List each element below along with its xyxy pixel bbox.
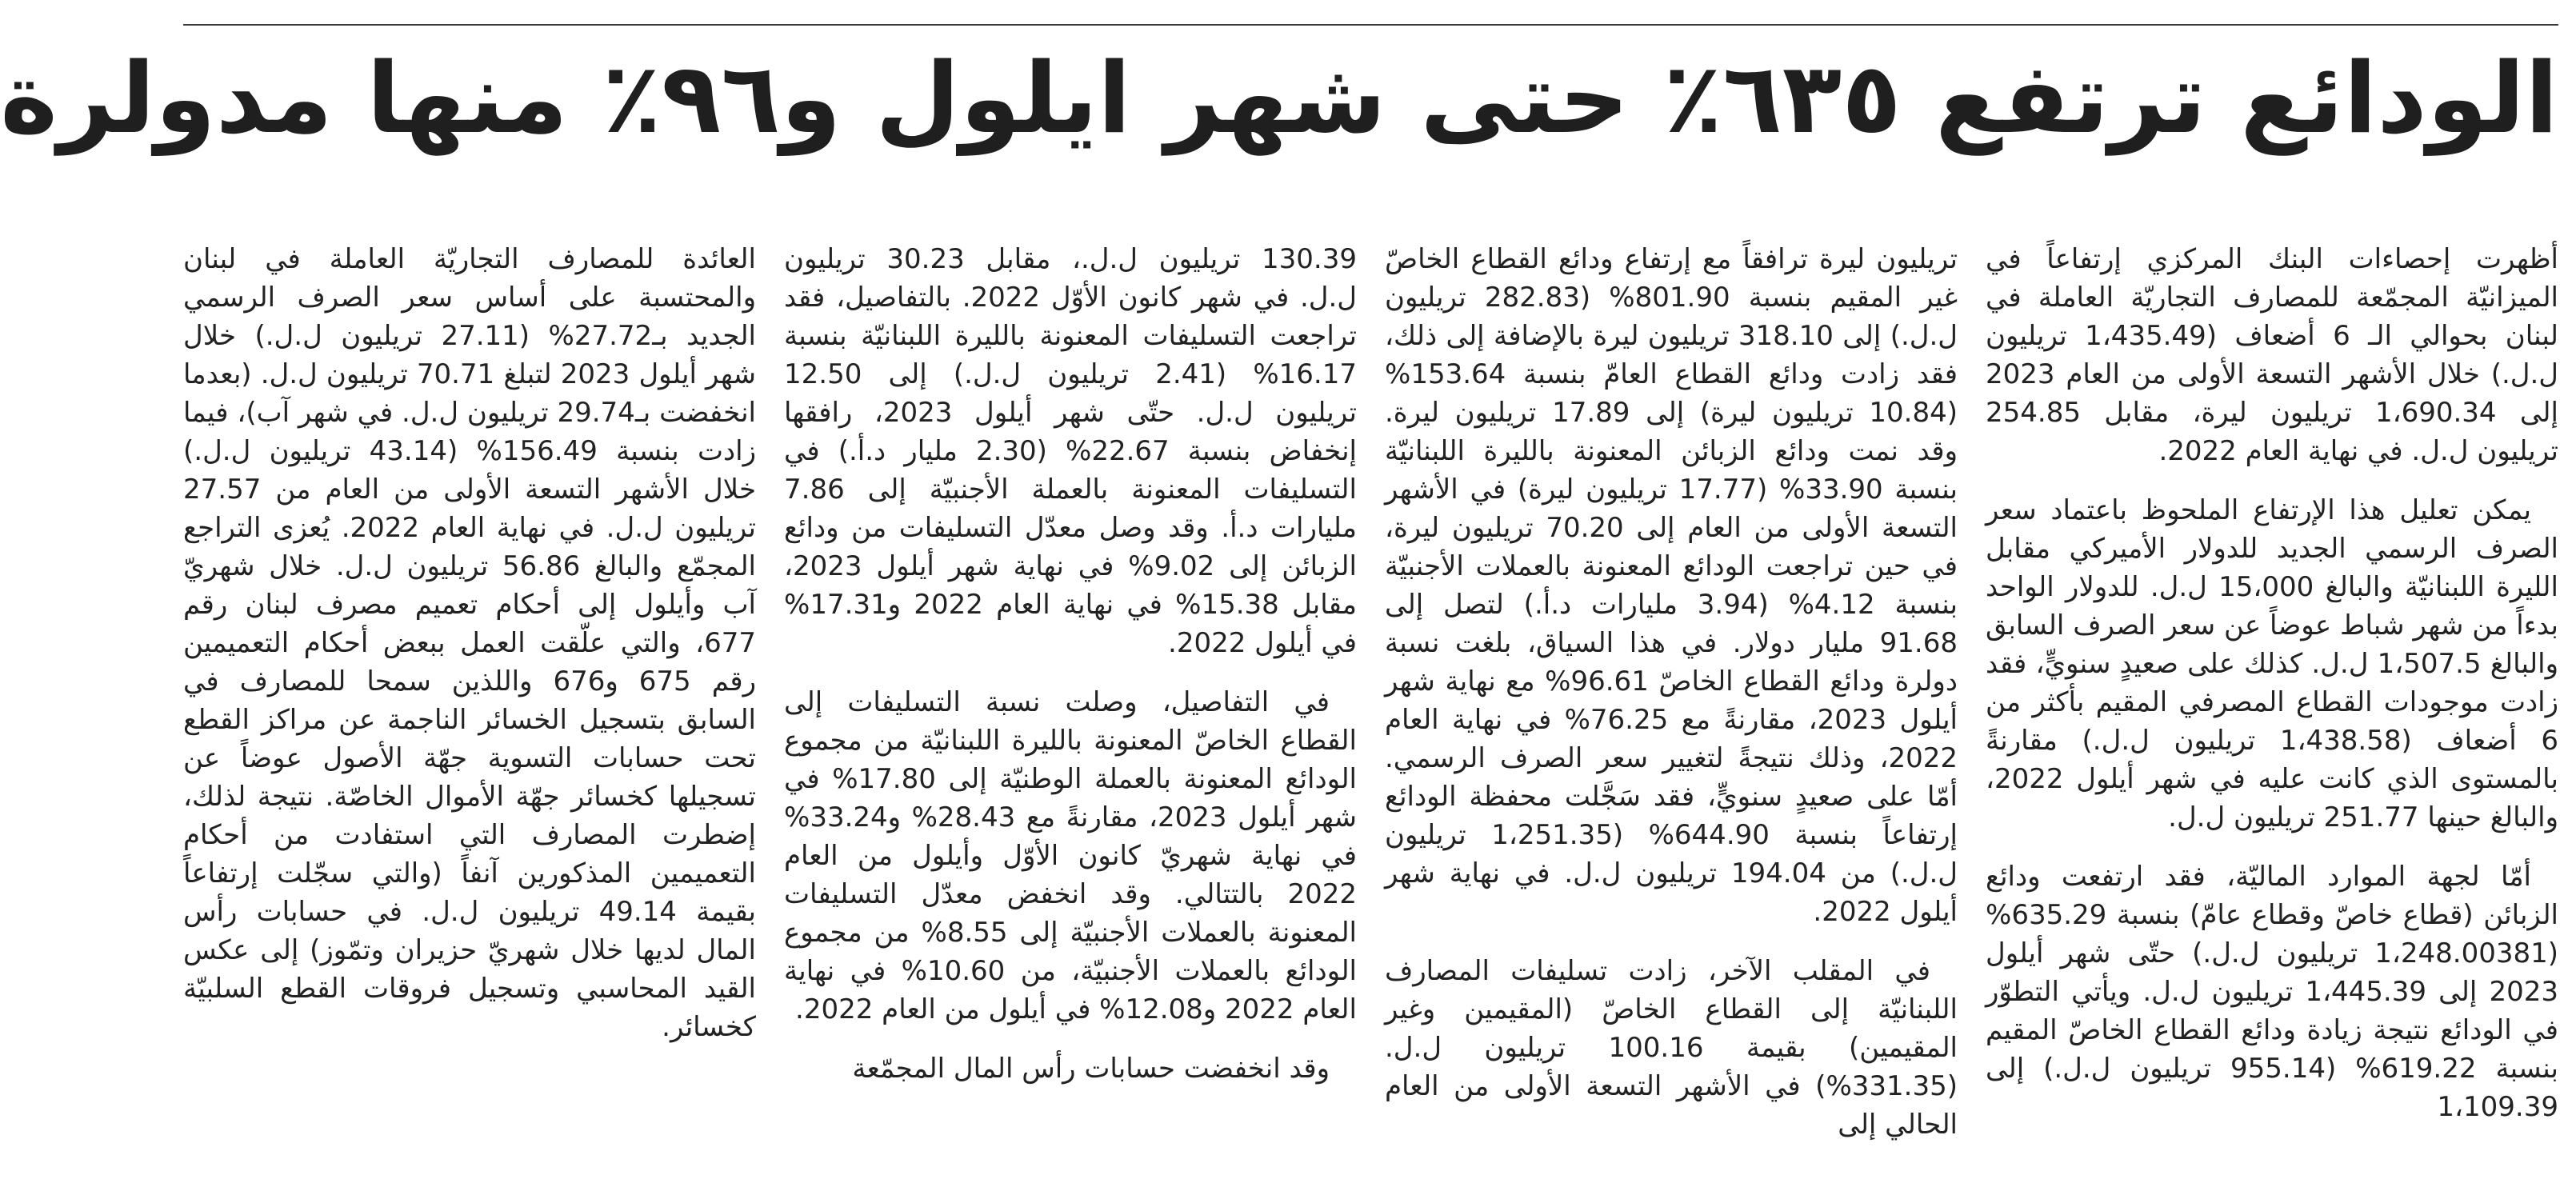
paragraph: في التفاصيل، وصلت نسبة التسليفات إلى القطاع الخاصّ المعنونة بالليرة اللبنانيّة من مجموع الودائع المعنونة بالعملة الوطنيّة إلى 17.80% في شهر أيلول 2023، مقارنةً مع 28.43% و33.24% في نهاية شهريّ كانون الأوّل وأيلول من العام 2022 بالتتالي. وقد انخفض معدّل التسليفات المعنونة بالعملات الأجنبيّة إلى 8.55% من مجموع الودائع بالعملات الأجنبيّة، من 10.60% في نهاية العام 2022 و12.08% في أيلول من العام 2022. [784, 686, 1358, 1025]
article-body [183, 240, 2558, 1144]
paragraph: في المقلب الآخر، زادت تسليفات المصارف اللبنانيّة إلى القطاع الخاصّ (المقيمين وغير المقيمين) بقيمة 100.16 تريليون ل.ل. (331.35%) في الأشهر التسعة الأولى من العام الحالي إلى [1385, 955, 1958, 1141]
column-4 [183, 240, 756, 1144]
paragraph: 130.39 تريليون ل.ل.، مقابل 30.23 تريليون ل.ل. في شهر كانون الأوّل 2022. بالتفاصيل، فقد تراجعت التسليفات المعنونة بالليرة اللبنانيّة بنسبة 16.17% (2.41 تريليون ل.ل.) إلى 12.50 تريليون ل.ل. حتّى شهر أيلول 2023، رافقها إنخفاض بنسبة 22.67% (2.30 مليار د.أ.) في التسليفات المعنونة بالعملة الأجنبيّة إلى 7.86 مليارات د.أ. وقد وصل معدّل التسليفات من ودائع الزبائن إلى 9.02% في نهاية شهر أيلول 2023، مقابل 15.38% في نهاية العام 2022 و17.31% في أيلول 2022. [784, 243, 1358, 659]
column-3 [784, 240, 1357, 1144]
paragraph: تريليون ليرة ترافقاً مع إرتفاع ودائع القطاع الخاصّ غير المقيم بنسبة 801.90% (282.83 تريليون ل.ل.) إلى 318.10 تريليون ليرة بالإضافة إلى ذلك، فقد زادت ودائع القطاع العامّ بنسبة 153.64% (10.84 تريليون ليرة) إلى 17.89 تريليون ليرة. وقد نمت ودائع الزبائن المعنونة بالليرة اللبنانيّة بنسبة 33.90% (17.77 تريليون ليرة) في الأشهر التسعة الأولى من العام إلى 70.20 تريليون ليرة، في حين تراجعت الودائع المعنونة بالعملات الأجنبيّة بنسبة 4.12% (3.94 مليارات د.أ.) لتصل إلى 91.68 مليار دولار. في هذا السياق، بلغت نسبة دولرة ودائع القطاع الخاصّ 96.61% مع نهاية شهر أيلول 2023، مقارنةً مع 76.25% في نهاية العام 2022، وذلك نتيجةً لتغيير سعر الصرف الرسمي. أمّا على صعيدٍ سنويٍّ، فقد سَجَّلت محفظة الودائع إرتفاعاً بنسبة 644.90% (1،251.35 تريليون ل.ل.) من 194.04 تريليون ل.ل. في نهاية شهر أيلول 2022. [1385, 243, 1958, 928]
article-headline: الودائع ترتفع ٦٣٥٪ حتى شهر ايلول و٩٦٪ منها مدولرة [0, 42, 2558, 155]
paragraph: أمّا لجهة الموارد الماليّة، فقد ارتفعت ودائع الزبائن (قطاع خاصّ وقطاع عامّ) بنسبة 635.29% (1،248.00381 تريليون ل.ل.) حتّى شهر أيلول 2023 إلى 1،445.39 تريليون ل.ل. ويأتي التطوّر في الودائع نتيجة زيادة ودائع القطاع الخاصّ المقيم بنسبة 619.22% (955.14 تريليون ل.ل.) إلى 1،109.39 [1986, 861, 2558, 1123]
paragraph: العائدة للمصارف التجاريّة العاملة في لبنان والمحتسبة على أساس سعر الصرف الرسمي الجديد بـ27.72% (27.11 تريليون ل.ل.) خلال شهر أيلول 2023 لتبلغ 70.71 تريليون ل.ل. (بعدما انخفضت بـ29.74 تريليون ل.ل. في شهر آب)، فيما زادت بنسبة 156.49% (43.14 تريليون ل.ل.) خلال الأشهر التسعة الأولى من العام من 27.57 تريليون ل.ل. في نهاية العام 2022. يُعزى التراجع المجمّع والبالغ 56.86 تريليون ل.ل. خلال شهريّ آب وأيلول إلى أحكام تعميم مصرف لبنان رقم 677، والتي علّقت العمل ببعض أحكام التعميمين رقم 675 و676 واللذين سمحا للمصارف في السابق بتسجيل الخسائر الناجمة عن مراكز القطع تحت حسابات التسوية جهّة الأصول عوضاً عن تسجيلها كخسائر جهّة الأموال الخاصّة. نتيجة لذلك، إضطرت المصارف التي استفادت من أحكام التعميمين المذكورين آنفاً (والتي سجّلت إرتفاعاً بقيمة 49.14 تريليون ل.ل. في حسابات رأس المال لديها خلال شهريّ حزيران وتمّوز) إلى عكس القيد المحاسبي وتسجيل فروقات القطع السلبيّة كخسائر. [183, 243, 757, 1043]
top-rule [183, 24, 2558, 26]
paragraph: يمكن تعليل هذا الإرتفاع الملحوظ باعتماد سعر الصرف الرسمي الجديد للدولار الأميركي مقابل الليرة اللبنانيّة والبالغ 15،000 ل.ل. للدولار الواحد بدءاً من شهر شباط عوضاً عن سعر الصرف السابق والبالغ 1،507.5 ل.ل. كذلك على صعيدٍ سنويٍّ، فقد زادت موجودات القطاع المصرفي المقيم بأكثر من 6 أضعاف (1،438.58 تريليون ل.ل.) مقارنةً بالمستوى الذي كانت عليه في شهر أيلول 2022، والبالغ حينها 251.77 تريليون ل.ل. [1986, 494, 2559, 833]
column-2 [1385, 240, 1958, 1144]
column-1 [1986, 240, 2558, 1144]
paragraph: أظهرت إحصاءات البنك المركزي إرتفاعاً في الميزانيّة المجمّعة للمصارف التجاريّة العاملة في لبنان بحوالي الـ 6 أضعاف (1،435.49 تريليون ل.ل.) خلال الأشهر التسعة الأولى من العام 2023 إلى 1،690.34 تريليون ليرة، مقابل 254.85 تريليون ل.ل. في نهاية العام 2022. [1986, 243, 2559, 467]
paragraph: وقد انخفضت حسابات رأس المال المجمّعة [852, 1053, 1330, 1085]
